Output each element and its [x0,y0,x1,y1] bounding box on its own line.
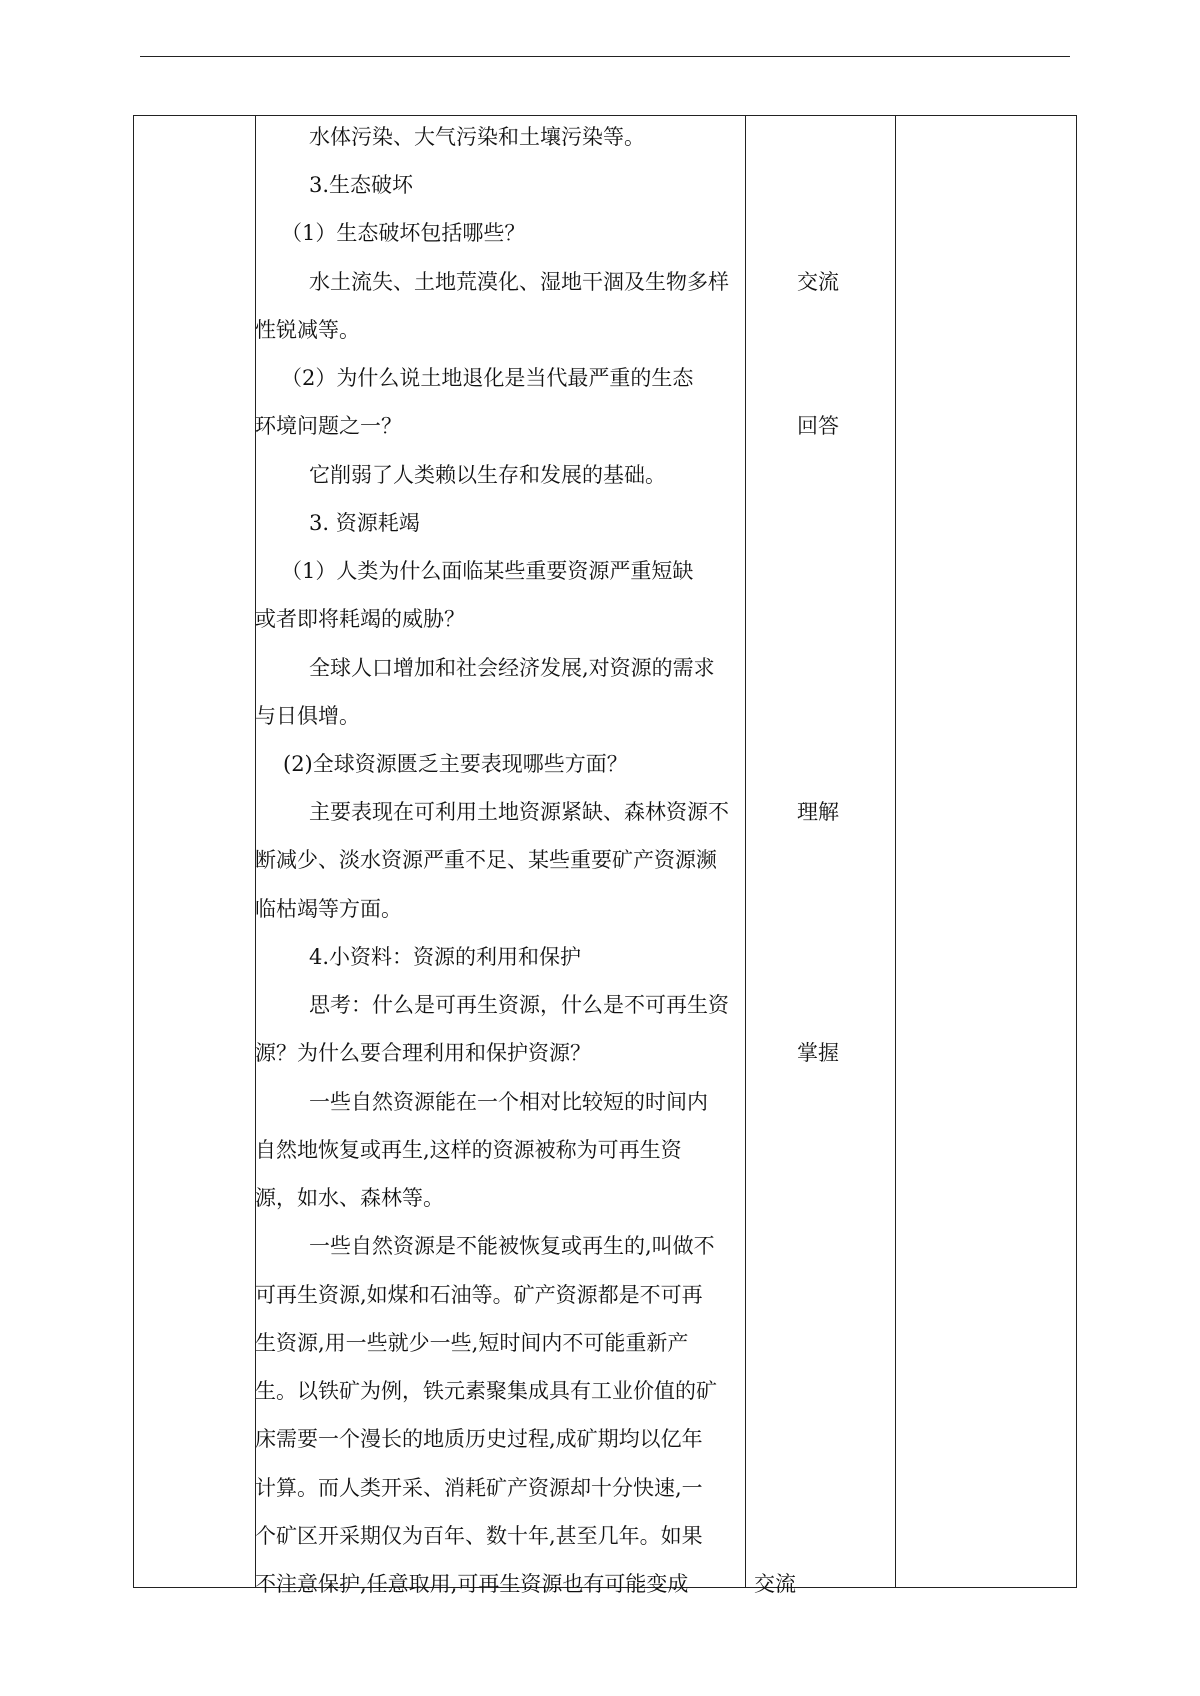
content-line: 3. 资源耗竭 [309,511,420,535]
content-line: 生资源,用一些就少一些,短时间内不可能重新产 [255,1331,689,1355]
content-line: 环境问题之一？ [255,414,402,438]
content-line: 一些自然资源能在一个相对比较短的时间内 [309,1090,708,1114]
content-line: 性锐减等。 [255,318,360,342]
student-activity-label: 掌握 [797,1041,839,1065]
student-activity-label: 理解 [797,800,839,824]
content-line: 3.生态破坏 [309,173,414,197]
content-line: 源，如水、森林等。 [255,1186,444,1210]
content-line: 水体污染、大气污染和土壤污染等。 [309,125,645,149]
header-rule [140,56,1070,57]
content-line: 或者即将耗竭的威胁？ [255,607,465,631]
content-line: 源？为什么要合理利用和保护资源？ [255,1041,591,1065]
column-divider [895,116,896,1587]
student-activity-label: 交流 [754,1572,796,1596]
content-line: 可再生资源,如煤和石油等。矿产资源都是不可再 [255,1283,703,1307]
content-line: 自然地恢复或再生,这样的资源被称为可再生资 [255,1138,682,1162]
student-activity-label: 回答 [797,414,839,438]
content-line: 计算。而人类开采、消耗矿产资源却十分快速,一 [255,1476,703,1500]
content-line: 全球人口增加和社会经济发展,对资源的需求 [309,656,715,680]
content-line: 临枯竭等方面。 [255,897,402,921]
content-line: 断减少、淡水资源严重不足、某些重要矿产资源濒 [255,848,717,872]
content-line: 它削弱了人类赖以生存和发展的基础。 [309,463,666,487]
content-line: 床需要一个漫长的地质历史过程,成矿期均以亿年 [255,1427,703,1451]
content-line: 主要表现在可利用土地资源紧缺、森林资源不 [309,800,729,824]
content-line: （1）生态破坏包括哪些？ [281,221,526,245]
content-line: 与日俱增。 [255,704,360,728]
content-line: (2)全球资源匮乏主要表现哪些方面？ [283,752,628,776]
content-line: 4.小资料：资源的利用和保护 [309,945,582,969]
column-divider [745,116,746,1587]
content-line: 不注意保护,任意取用,可再生资源也有可能变成 [255,1572,689,1596]
content-line: （1）人类为什么面临某些重要资源严重短缺 [281,559,694,583]
content-line: 水土流失、土地荒漠化、湿地干涸及生物多样 [309,270,729,294]
content-line: 个矿区开采期仅为百年、数十年,甚至几年。如果 [255,1524,703,1548]
content-line: 思考：什么是可再生资源，什么是不可再生资 [309,993,729,1017]
content-line: 一些自然资源是不能被恢复或再生的,叫做不 [309,1234,715,1258]
student-activity-label: 交流 [797,270,839,294]
content-line: 生。以铁矿为例，铁元素聚集成具有工业价值的矿 [255,1379,717,1403]
content-line: （2）为什么说土地退化是当代最严重的生态 [281,366,694,390]
